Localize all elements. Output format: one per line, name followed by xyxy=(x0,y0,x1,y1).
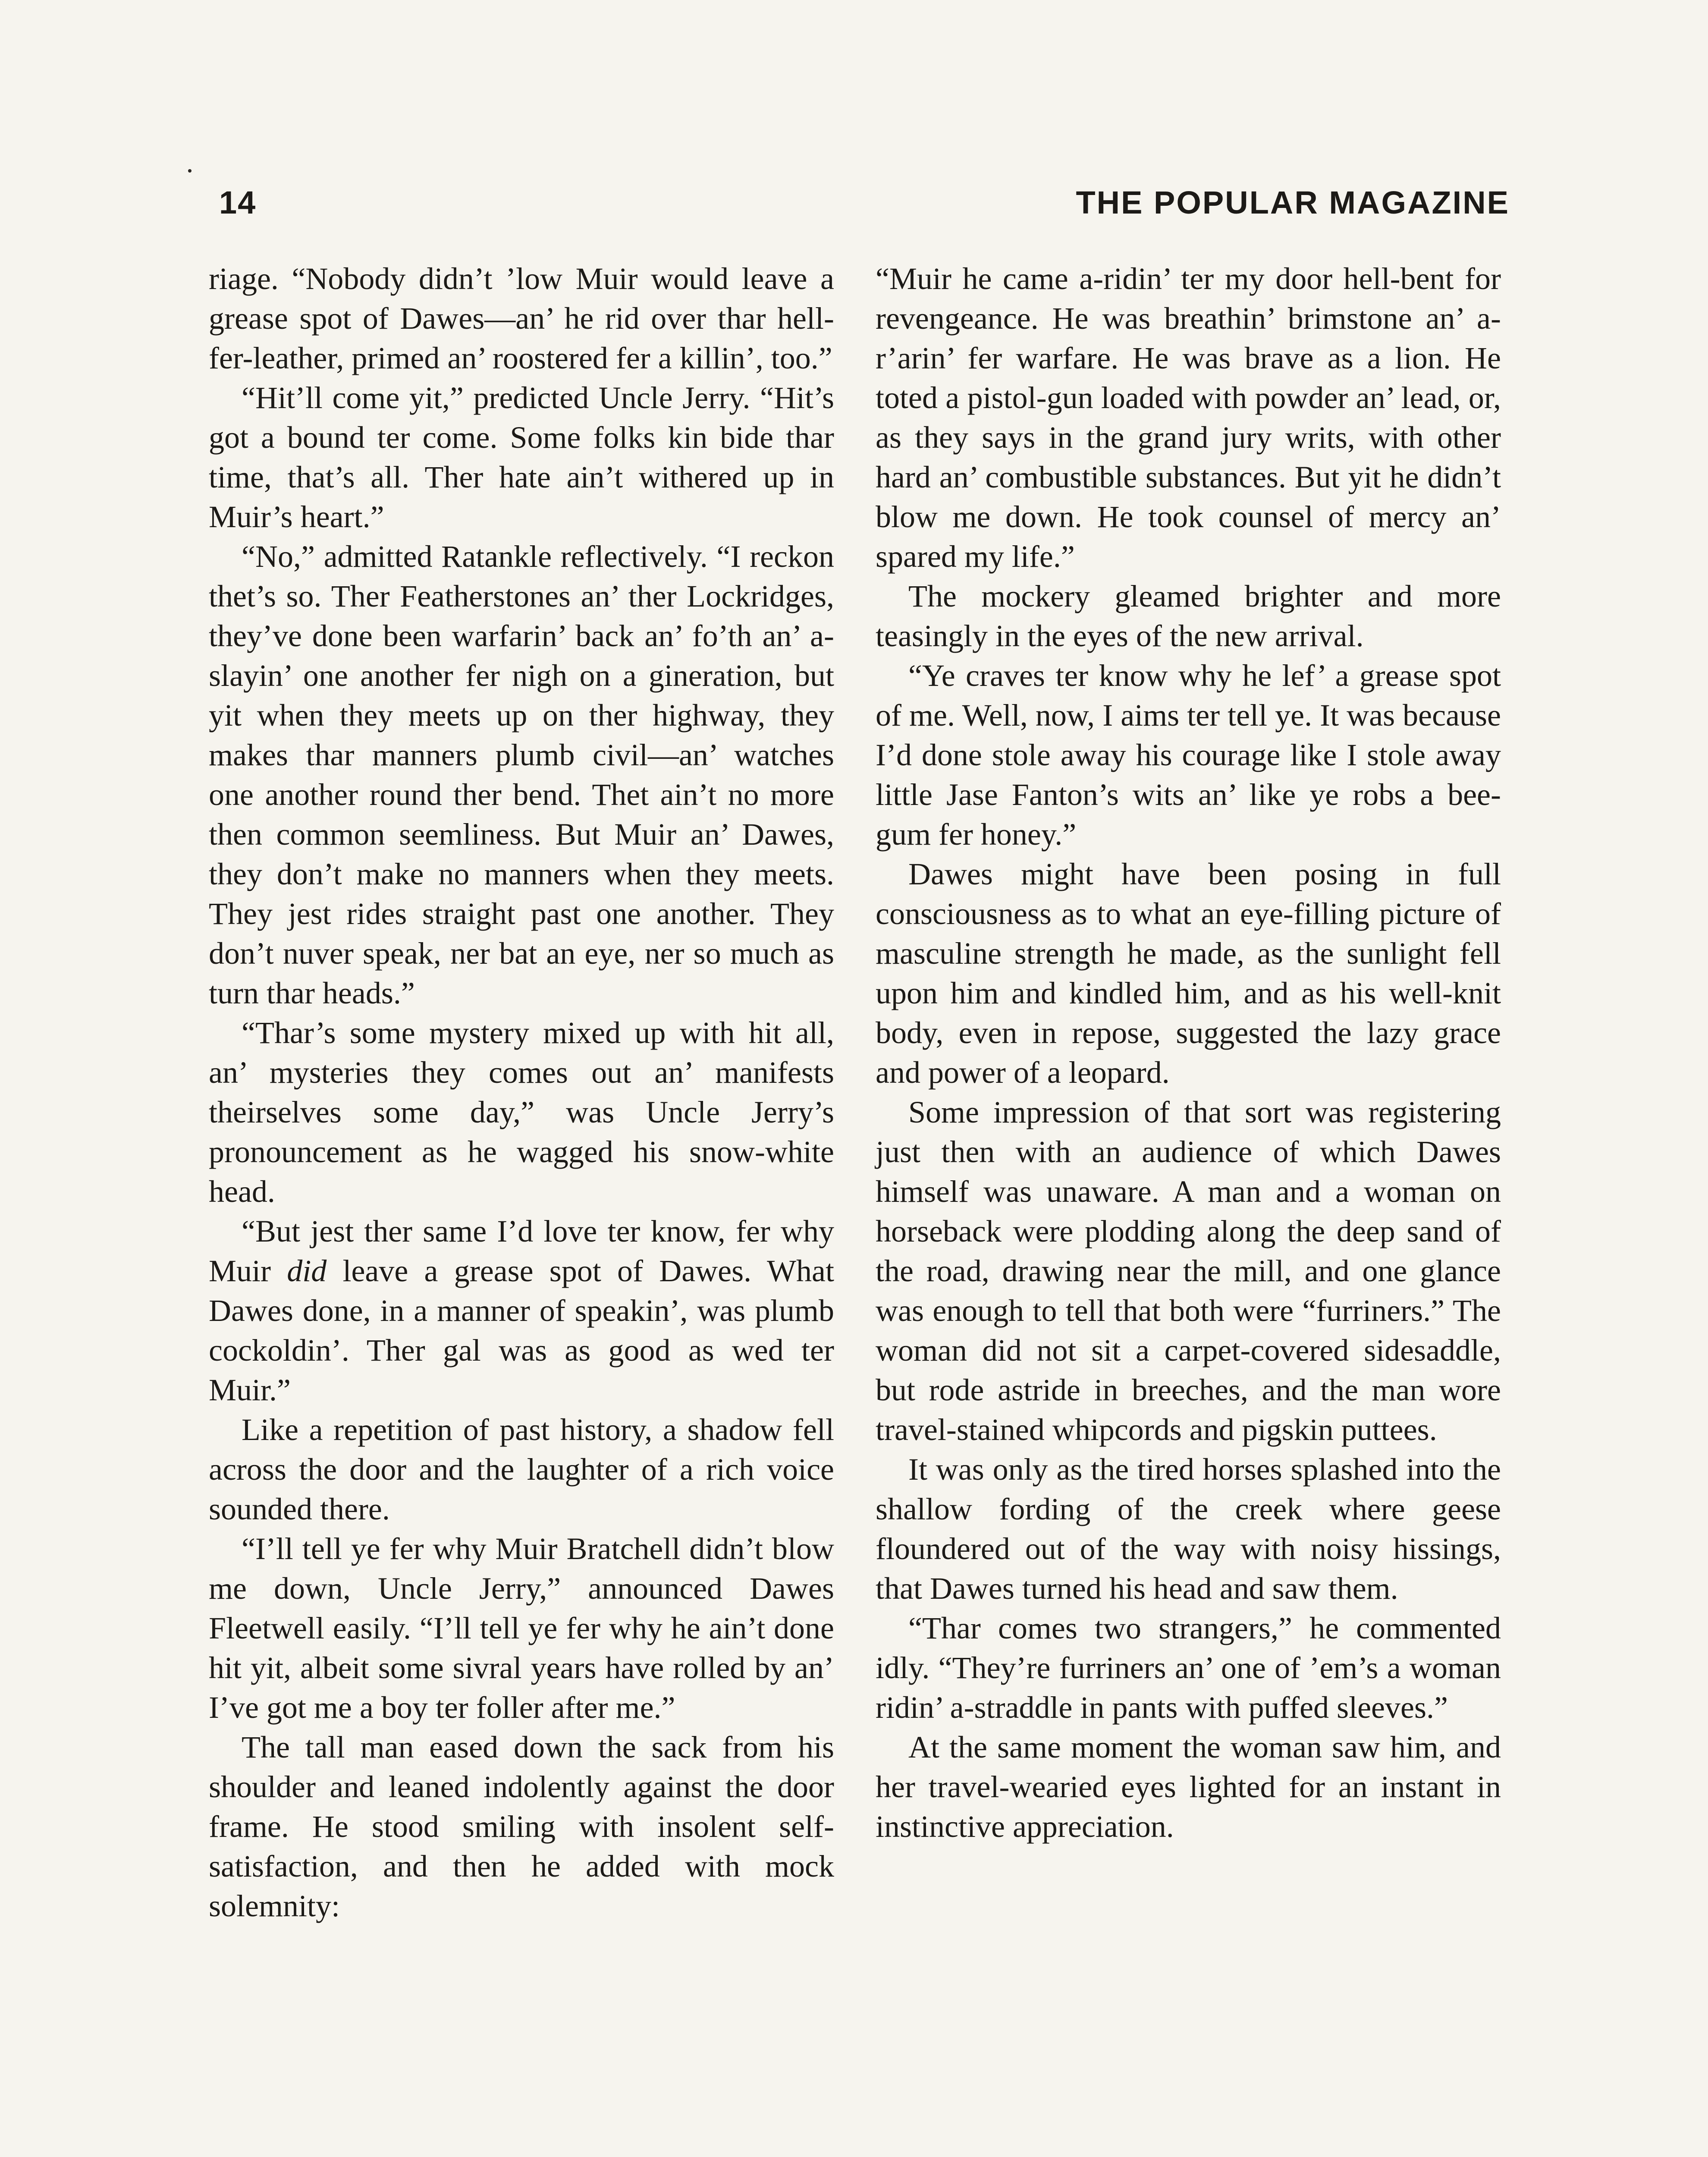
scan-speck xyxy=(188,169,192,173)
paragraph: “Thar comes two strangers,” he commented idly. “They’re furriners an’ one of ’em’s a woman ridin’ a-straddle in pants with puffed sleeves.” xyxy=(876,1611,1501,1725)
paragraph: The mockery gleamed brighter and more teasingly in the eyes of the new arrival. xyxy=(876,579,1501,653)
paragraph: “Ye craves ter know why he lef’ a grease spot of me. Well, now, I aims ter tell ye. It was because I’d done stole away his courage like I stole away little Jase Fanton’s wits an’ like ye robs a bee-gum fer honey.” xyxy=(876,658,1501,852)
paragraph: Dawes might have been posing in full consciousness as to what an eye-filling picture of masculine strength he made, as the sunlight fell upon him and kindled him, and as his well-knit body, even in repose, suggested the lazy grace and power of a leopard. xyxy=(876,857,1501,1090)
page-header xyxy=(211,181,1510,229)
paragraph: “No,” admitted Ratankle reflectively. “I reckon thet’s so. Ther Featherstones an’ ther Lockridges, they’ve done been warfarin’ back an’ fo’th an’ a-slayin’ one another fer nigh on a gineration, but yit when they meets up on ther highway, they makes thar manners plumb civil—an’ watches one another round ther bend. Thet ain’t no more then common seemliness. But Muir an’ Dawes, they don’t make no manners when they meets. They jest rides straight past one another. They don’t nuver speak, ner bat an eye, ner so much as turn thar heads.” xyxy=(209,539,834,1010)
paragraph xyxy=(209,1211,834,1410)
paragraph: “Thar’s some mystery mixed up with hit all, an’ mysteries they comes out an’ manifests theirselves some day,” was Uncle Jerry’s pronouncement as he wagged his snow-white head. xyxy=(209,1016,834,1209)
paragraph: Like a repetition of past history, a shadow fell across the door and the laughter of a rich voice sounded there. xyxy=(209,1412,834,1526)
paragraph: It was only as the tired horses splashed into the shallow fording of the creek where geese floundered out of the way with noisy hissings, that Dawes turned his head and saw them. xyxy=(876,1452,1501,1606)
paragraph: riage. “Nobody didn’t ’low Muir would leave a grease spot of Dawes—an’ he rid over thar hell-fer-leather, primed an’ roostered fer a killin’, too.” xyxy=(209,261,834,375)
paragraph-text: “But jest ther same I’d love ter know, fer why Muir xyxy=(209,1214,834,1288)
paragraph: “Muir he came a-ridin’ ter my door hell-bent for revengeance. He was breathin’ brimstone an’ a-r’arin’ fer warfare. He was brave as a lion. He toted a pistol-gun loaded with powder an’ lead, or, as they says in the grand jury writs, with other hard an’ combustible substances. But yit he didn’t blow me down. He took counsel of mercy an’ spared my life.” xyxy=(876,261,1501,574)
paragraph: “Hit’ll come yit,” predicted Uncle Jerry. “Hit’s got a bound ter come. Some folks kin bide thar time, that’s all. Ther hate ain’t withered up in Muir’s heart.” xyxy=(209,380,834,534)
paragraph: “I’ll tell ye fer why Muir Bratchell didn’t blow me down, Uncle Jerry,” announced Dawes Fleetwell easily. “I’ll tell ye fer why he ain’t done hit yit, albeit some sivral years have rolled by an’ I’ve got me a boy ter foller after me.” xyxy=(209,1531,834,1725)
right-column xyxy=(876,259,1501,2157)
running-head: THE POPULAR MAGAZINE xyxy=(1076,185,1510,220)
paragraph-text: leave a grease spot of Dawes. What Dawes done, in a manner of speakin’, was plumb cockoldin’. Ther gal was as good as wed ter Muir.” xyxy=(209,1254,834,1407)
emphasized-word: did xyxy=(287,1254,327,1288)
paragraph: Some impression of that sort was registering just then with an audience of which Dawes himself was unaware. A man and a woman on horseback were plodding along the deep sand of the road, drawing near the mill, and one glance was enough to tell that both were “furriners.” The woman did not sit a carpet-covered sidesaddle, but rode astride in breeches, and the man wore travel-stained whipcords and pigskin puttees. xyxy=(876,1095,1501,1447)
paragraph: The tall man eased down the sack from his shoulder and leaned indolently against the door frame. He stood smiling with insolent self-satisfaction, and then he added with mock solemnity: xyxy=(209,1730,834,1923)
left-column xyxy=(209,259,834,2157)
page-number: 14 xyxy=(219,185,257,220)
paragraph: At the same moment the woman saw him, and her travel-wearied eyes lighted for an instant in instinctive appreciation. xyxy=(876,1730,1501,1844)
